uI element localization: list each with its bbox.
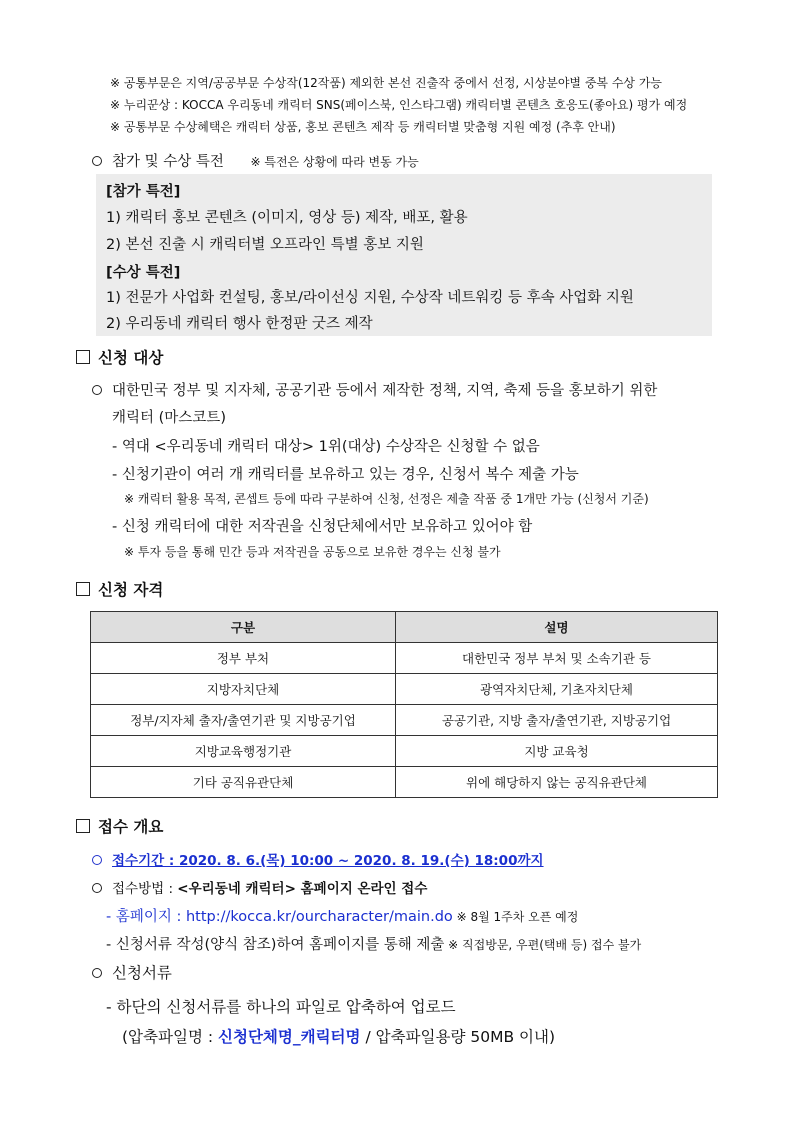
checkbox-square-icon (76, 819, 90, 833)
reception-period: 접수기간 : 2020. 8. 6.(목) 10:00 ~ 2020. 8. 19.(수) 18:00까지 (112, 853, 544, 869)
note-common-benefit: ※ 공통부문 수상혜택은 캐릭터 상품, 홍보 콘텐츠 제작 등 캐릭터별 맞춤형 지원 예정 (추후 안내) (110, 120, 616, 134)
target-note-3: ※ 투자 등을 통해 민간 등과 저작권을 공동으로 보유한 경우는 신청 불가 (124, 545, 501, 559)
table-row (91, 705, 718, 736)
benefits-heading-row (92, 150, 419, 171)
checkbox-square-icon (76, 350, 90, 364)
bullet-circle-icon (92, 968, 102, 978)
target-heading-row (76, 346, 163, 368)
docs-submit: - 신청서류 작성(양식 참조)하여 홈페이지를 통해 제출 (106, 937, 445, 953)
table-header-row (91, 612, 718, 643)
participation-item: 1) 캐릭터 홍보 콘텐츠 (이미지, 영상 등) 제작, 배포, 활용 (106, 210, 468, 226)
table-cell: 대한민국 정부 부처 및 소속기관 등 (396, 643, 718, 674)
award-title: [수상 특전] (106, 265, 181, 281)
homepage-link[interactable]: http://kocca.kr/ourcharacter/main.do (185, 909, 453, 925)
reception-method-row (92, 877, 427, 897)
docs-submit-note: ※ 직접방문, 우편(택배 등) 접수 불가 (444, 938, 642, 952)
table-row (91, 767, 718, 798)
docs-heading: 신청서류 (112, 964, 172, 982)
zip-prefix: (압축파일명 : (122, 1028, 218, 1046)
target-note-2: ※ 캐릭터 활용 목적, 콘셉트 등에 따라 구분하여 신청, 선정은 제출 작품 중 1개만 가능 (신청서 기준) (124, 492, 649, 506)
bullet-circle-icon (92, 385, 102, 395)
zip-name: 신청단체명_캐릭터명 (218, 1028, 361, 1046)
participation-item: 2) 본선 진출 시 캐릭터별 오프라인 특별 홍보 지원 (106, 237, 424, 253)
docs-upload: - 하단의 신청서류를 하나의 파일로 압축하여 업로드 (106, 998, 456, 1016)
docs-submit-row (106, 933, 641, 954)
target-dash-2: - 신청기관이 여러 개 캐릭터를 보유하고 있는 경우, 신청서 복수 제출 가능 (112, 467, 579, 483)
table-cell: 정부/지자체 출자/출연기관 및 지방공기업 (91, 705, 396, 736)
table-cell: 지방 교육청 (396, 736, 718, 767)
reception-heading-row (76, 815, 163, 837)
zip-instruction-row (122, 1025, 555, 1047)
table-cell: 지방자치단체 (91, 674, 396, 705)
bullet-circle-icon (92, 855, 102, 865)
target-dash-1: - 역대 <우리동네 캐릭터 대상> 1위(대상) 수상작은 신청할 수 없음 (112, 439, 540, 455)
bullet-circle-icon (92, 883, 102, 893)
note-common-award: ※ 공통부문은 지역/공공부문 수상작(12작품) 제외한 본선 진출작 중에서 선정, 시상분야별 중복 수상 가능 (110, 76, 663, 90)
table-cell: 지방교육행정기관 (91, 736, 396, 767)
target-dash-3: - 신청 캐릭터에 대한 저작권을 신청단체에서만 보유하고 있어야 함 (112, 519, 533, 535)
zip-suffix: / 압축파일용량 50MB 이내) (360, 1028, 556, 1046)
table-row (91, 736, 718, 767)
checkbox-square-icon (76, 582, 90, 596)
homepage-note: ※ 8월 1주차 오픈 예정 (452, 910, 579, 924)
reception-method: <우리동네 캐릭터> 홈페이지 온라인 접수 (177, 881, 428, 897)
target-bullet (92, 379, 657, 400)
table-cell: 정부 부처 (91, 643, 396, 674)
reception-method-label: 접수방법 : (112, 881, 178, 897)
qualification-heading: 신청 자격 (98, 581, 164, 599)
award-item: 2) 우리동네 캐릭터 행사 한정판 굿즈 제작 (106, 316, 373, 332)
note-netizen-award: ※ 누리꾼상 : KOCCA 우리동네 캐릭터 SNS(페이스북, 인스타그램) 캐릭터별 콘텐츠 호응도(좋아요) 평가 예정 (110, 98, 688, 112)
award-item: 1) 전문가 사업화 컨설팅, 홍보/라이선싱 지원, 수상작 네트워킹 등 후속 사업화 지원 (106, 290, 634, 306)
table-cell: 기타 공직유관단체 (91, 767, 396, 798)
table-row (91, 643, 718, 674)
participation-title: [참가 특전] (106, 184, 181, 200)
table-cell: 위에 해당하지 않는 공직유관단체 (396, 767, 718, 798)
column-header: 설명 (396, 612, 718, 643)
column-header: 구분 (91, 612, 396, 643)
table-cell: 공공기관, 지방 출자/출연기관, 지방공기업 (396, 705, 718, 736)
qualification-heading-row (76, 578, 163, 600)
target-bullet-line2: 캐릭터 (마스코트) (112, 410, 226, 426)
docs-heading-row (92, 961, 172, 983)
table-row (91, 674, 718, 705)
bullet-circle-icon (92, 156, 102, 166)
table-cell: 광역자치단체, 기초자치단체 (396, 674, 718, 705)
reception-period-row (92, 849, 544, 869)
homepage-row (106, 905, 578, 926)
target-heading: 신청 대상 (98, 349, 164, 367)
qualification-table (90, 611, 718, 798)
target-bullet-line1: 대한민국 정부 및 지자체, 공공기관 등에서 제작한 정책, 지역, 축제 등을 홍보하기 위한 (112, 383, 658, 399)
benefits-heading: 참가 및 수상 특전 (112, 154, 224, 170)
benefits-note: ※ 특전은 상황에 따라 변동 가능 (250, 155, 419, 169)
reception-heading: 접수 개요 (98, 818, 164, 836)
homepage-label: - 홈페이지 : (106, 909, 186, 925)
